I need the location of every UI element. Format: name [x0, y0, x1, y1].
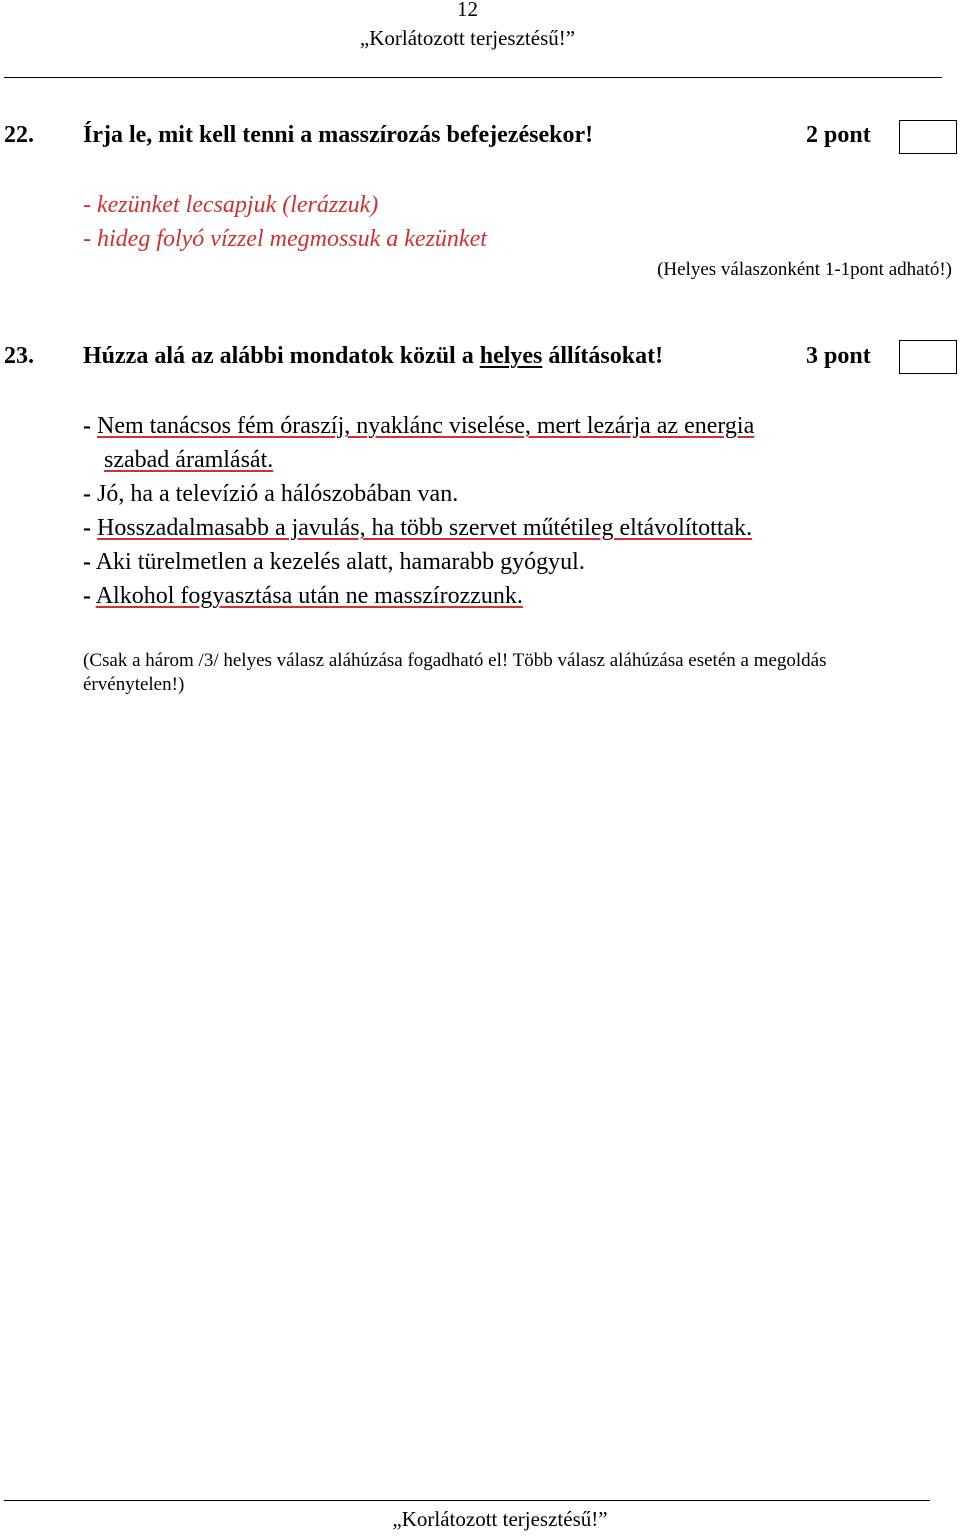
question-23-text-underlined: helyes	[479, 343, 543, 369]
statement-2-text: Jó, ha a televízió a hálószobában van.	[97, 481, 459, 507]
statement-5-text: Alkohol fogyasztása után ne masszírozzunk.	[95, 583, 523, 609]
question-23-number: 23.	[4, 343, 34, 369]
question-22-answer-2: - hideg folyó vízzel megmossuk a kezünket	[83, 226, 487, 252]
statement-3[interactable]	[83, 515, 752, 542]
statement-3-text: Hosszadalmasabb a javulás, ha több szervet műtétileg eltávolítottak.	[97, 515, 753, 541]
question-23-text	[83, 343, 663, 370]
statement-2[interactable]	[83, 481, 458, 508]
statement-1-text: Nem tanácsos fém óraszíj, nyaklánc viselése, mert lezárja az energia	[97, 413, 755, 439]
statement-dash: -	[83, 413, 91, 439]
question-22-text: Írja le, mit kell tenni a masszírozás befejezésekor!	[83, 122, 594, 148]
statement-dash: -	[83, 549, 91, 575]
question-23-text-before: Húzza alá az alábbi mondatok közül a	[83, 343, 480, 369]
question-22-score-box[interactable]	[899, 120, 957, 154]
question-23-score-box[interactable]	[899, 340, 957, 374]
statement-dash: -	[83, 583, 91, 609]
question-22-points: 2 pont	[806, 122, 871, 148]
statement-5[interactable]	[83, 583, 523, 610]
question-23-note-line-1: (Csak a három /3/ helyes válasz aláhúzása fogadható el! Több válasz aláhúzása esetén a megoldás	[83, 650, 827, 671]
page-number: 12	[457, 0, 478, 21]
statement-1-continuation[interactable]	[104, 447, 273, 474]
statement-4-text: Aki türelmetlen a kezelés alatt, hamarabb gyógyul.	[95, 549, 585, 575]
footer-divider	[4, 1500, 930, 1501]
question-23-points: 3 pont	[806, 343, 871, 369]
footer-restriction: „Korlátozott terjesztésű!”	[392, 1507, 608, 1531]
question-22-answer-1: - kezünket lecsapjuk (lerázzuk)	[83, 192, 379, 218]
header-restriction: „Korlátozott terjesztésű!”	[359, 26, 576, 50]
statement-1[interactable]	[83, 413, 754, 440]
question-23-note-line-2: érvénytelen!)	[83, 674, 185, 695]
statement-1-text-cont: szabad áramlását.	[104, 447, 274, 473]
header-divider	[4, 77, 942, 78]
statement-dash: -	[83, 481, 91, 507]
question-22-number: 22.	[4, 122, 34, 148]
statement-4[interactable]	[83, 549, 585, 576]
question-23-text-after: állításokat!	[542, 343, 664, 369]
question-22-scoring-note: (Helyes válaszonként 1-1pont adható!)	[657, 259, 952, 280]
statement-dash: -	[83, 515, 91, 541]
